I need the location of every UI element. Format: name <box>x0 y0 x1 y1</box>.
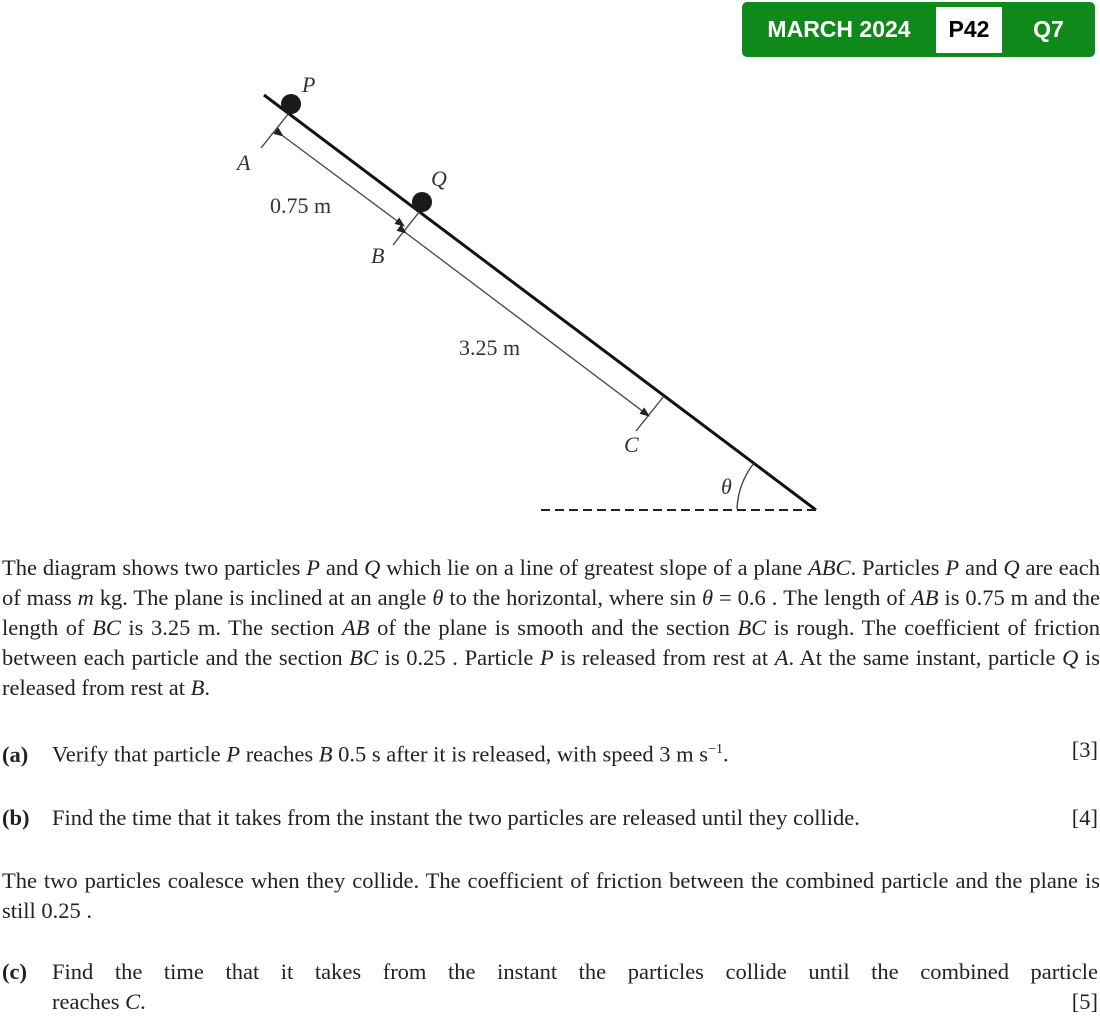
dimension-arrow-BC <box>406 233 649 416</box>
part-label: (a) <box>2 741 29 767</box>
label-P: P <box>302 72 316 97</box>
angle-arc <box>737 463 754 509</box>
plane-line <box>264 95 816 510</box>
coalesce-paragraph: The two particles coalesce when they collide. The coefficient of friction between the combined particle and the plane is still 0.25 . <box>2 868 1100 923</box>
part-label: (b) <box>2 805 30 830</box>
label-B: B <box>371 243 385 268</box>
marks: [5] <box>1071 989 1098 1014</box>
tick-A <box>261 113 289 148</box>
badge-session: MARCH 2024 <box>767 16 911 42</box>
particle-Q <box>412 192 432 212</box>
label-AB-length: 0.75 m <box>270 193 332 218</box>
badge-question: Q7 <box>1033 16 1064 42</box>
question-intro: The diagram shows two particles P and Q which lie on a line of greatest slope of a plane ABC. Particles P and Q are each of mass m kg. The plane is inclined at an angle θ to the horizontal, where sin θ = 0.6 . The length of AB is 0.75 m and the length of BC is 3.25 m. The section AB of the plane is smooth and the section BC is rough. The coefficient of friction between each particle and the section BC is 0.25 . Particle P is released from rest at A. At the same instant, particle Q is released from rest at B. <box>2 555 1100 700</box>
tick-C <box>636 396 664 431</box>
marks: [4] <box>1071 805 1098 830</box>
label-C: C <box>624 432 639 457</box>
part-label: (c) <box>2 959 27 984</box>
label-Q: Q <box>431 166 447 191</box>
particle-P <box>281 94 301 114</box>
question-part-a: (a) Verify that particle P reaches B 0.5 s after it is released, with speed 3 m $s^{-1}$. [3] <box>2 735 1098 770</box>
label-A: A <box>237 150 251 175</box>
label-BC-length: 3.25 m <box>459 335 521 360</box>
badge-paper: P42 <box>936 7 1002 53</box>
marks: [3] <box>1071 737 1098 762</box>
label-theta: θ <box>721 474 732 499</box>
question-part-b: (b) Find the time that it takes from the instant the two particles are released until they collide. [4] <box>2 803 1098 833</box>
question-part-c: (c) Find the time that it takes from the instant the particles collide until the combined particle reaches C. [5] <box>2 957 1098 1017</box>
